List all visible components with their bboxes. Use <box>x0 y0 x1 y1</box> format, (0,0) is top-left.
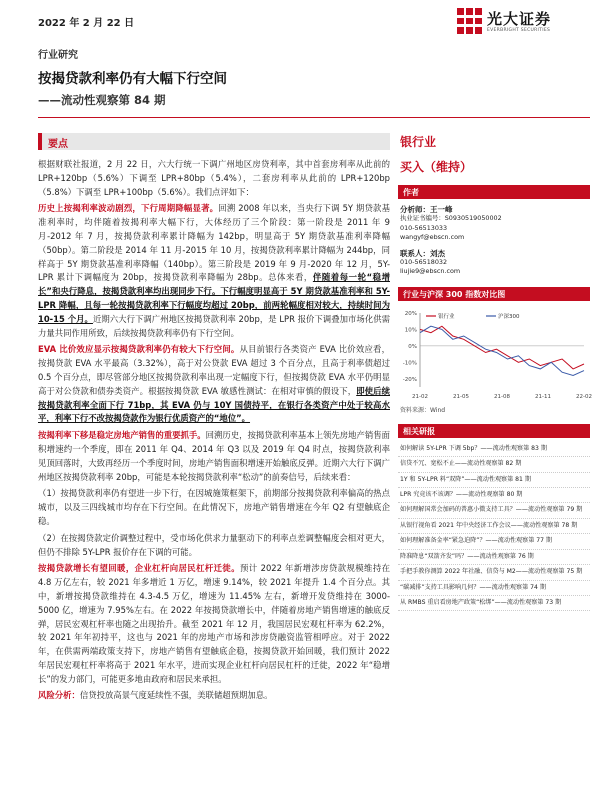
sales-highlight: 按揭利率下移是稳定房地产销售的重要抓手。 <box>38 430 206 441</box>
chart-source: 资料来源：Wind <box>400 406 446 414</box>
logo-text: 光大证券 <box>487 10 552 28</box>
report-category: 行业研究 <box>38 50 78 61</box>
related-report-item[interactable]: 降准降息“双箭齐发”吗？——流动性观察第 76 期 <box>398 550 590 565</box>
chart-svg <box>398 307 590 403</box>
index-comparison-chart <box>398 307 590 403</box>
x-tick-label: 22-02 <box>576 393 592 400</box>
series-line <box>420 326 584 369</box>
analyst-cert: 执业证书编号：S0930519050002 <box>400 214 502 223</box>
header-divider <box>38 117 590 118</box>
y-tick-label: -10% <box>402 360 417 367</box>
related-report-item[interactable]: “碳减排”支持工具影响几何？——流动性观察第 74 期 <box>398 581 590 596</box>
related-report-item[interactable]: 信贷不冗、宽松不止——流动性观察第 82 期 <box>398 457 590 472</box>
risk-highlight: 风险分析： <box>38 690 80 701</box>
related-report-item[interactable]: 如何理解国常会加码的普惠小微支持工具？——流动性观察第 79 期 <box>398 503 590 518</box>
growth-highlight: 按揭贷款增长有望回暖，企业杠杆向居民杠杆迁徙。 <box>38 563 240 574</box>
contact-email[interactable]: liujie9@ebscn.com <box>400 267 461 276</box>
growth-text: 预计 2022 年新增涉房贷款规模维持在 4.8 万亿左右，较 2021 年多增近 1 万亿，增速 9.14%，较 2021 年提升 1.4 个百分点。其中，新增按揭贷款维持在 4.3-4.5 万亿，增速为 11.45% 左右，新增开发贷维持在 3000-5000 亿，增速为 7.95%左右。在 2022 年按揭贷款增长中，伴随着房地产销售增速的触底反弹，居民宏观杠杆率也随之出现抬升。截至 2021 年 12 月，我国居民宏观杠杆率为 62.2%，较 2021 年年初持平，这也与 2021 年的房地产市场和涉房贷融资监管相呼应。对于 2022 年，在供需两端政策支持下，房地产销售有望触底企稳，按揭贷款开始回暖，我们预计 2022 年居民宏观杠杆率将高于 2021 年水平，进而实现企业杠杆向居民杠杆的迁徙，2022 年“稳增长”的发力部门，可能更多地由政府和居民来承担。 <box>38 563 390 684</box>
eva-underline: 即使后续按揭贷款利率全面下行 71bp，其 EVA 仍与 10Y 国债持平，在银行各类资产中处于较高水平，利率下行不改按揭贷款作为银行优质资产的“地位”。 <box>38 385 390 424</box>
history-highlight: 历史上按揭利率波动剧烈，下行周期降幅显著。 <box>38 203 219 214</box>
history-text-end: 近期六大行下调广州地区按揭贷款利率 20bp，是 LPR 报价下调叠加市场化供需力量共同作用所致，后续按揭贷款利率仍有下行空间。 <box>38 313 391 338</box>
related-report-item[interactable]: 1Y 和 5Y-LPR 料“双降”——流动性观察第 81 期 <box>398 473 590 488</box>
page-subtitle: ——流动性观察第 84 期 <box>38 93 166 107</box>
report-date: 2022 年 2 月 22 日 <box>38 18 135 29</box>
analyst-phone: 010-56513033 <box>400 223 448 232</box>
logo-mark-icon <box>455 6 483 36</box>
logo-subtext: EVERBRIGHT SECURITIES <box>487 28 551 33</box>
growth-paragraph <box>38 562 390 686</box>
point-1-paragraph: （1）按揭贷款利率仍有望进一步下行，在因城施策框架下，前期部分按揭贷款利率偏高的热点城市，以及三四线城市均存在下行空间。在此情况下，房地产销售增速在今年 Q2 有望触底企稳。 <box>38 488 390 526</box>
author-heading: 作者 <box>398 185 590 199</box>
sales-paragraph <box>38 429 390 484</box>
related-report-item[interactable]: LPR 究竟该不该调？——流动性观察第 80 期 <box>398 488 590 503</box>
x-tick-label: 21-11 <box>535 393 551 400</box>
eva-highlight: EVA 比价效应显示按揭贷款利率仍有较大下行空间。 <box>38 344 240 355</box>
x-tick-label: 21-02 <box>412 393 428 400</box>
y-tick-label: 10% <box>404 327 417 334</box>
related-report-item[interactable]: 从银行视角看 2021 年中央经济工作会议——流动性观察第 78 期 <box>398 519 590 534</box>
sales-text: 回溯历史，按揭贷款利率基本上领先房地产销售面积增速约一个季度，即在 2011 年 Q4、2014 年 Q3 以及 2019 年 Q4 时点，按揭贷款利率见顶回落时，大致再经历一个季度时间，房地产销售面积增速开始触底反弹。近期六大行下调广州地区按揭贷款利率 20bp，可能是本轮按揭贷款利率“松动”的前奏信号，后续来看： <box>38 430 391 482</box>
y-tick-label: -20% <box>402 376 417 383</box>
history-text: 回溯 2008 年以来，当央行下调 5Y 期贷款基准利率时，均伴随着按揭利率大幅下行，大体经历了三个阶段：第一阶段是 2011 年 9 月-2012 年 7 月，按揭贷款利率累计降幅为 142bp，明显高于 5Y 期贷款基准利率降幅（50bp）。第二阶段是 2014 年 11 月-2015 年 10 月，按揭贷款利率累计降幅为 244bp，同样高于 5Y 期贷款基准利率降幅（140bp）。第三阶段是 2019 年 9 月-2020 年 12 月，5Y-LPR 累计下调幅度为 20bp，按揭贷款利率降幅为 28bp。总体来看， <box>38 203 391 283</box>
contact-phone: 010-56518032 <box>400 258 448 267</box>
risk-text: 信贷投放高景气度延续性不强，美联储超预期加息。 <box>79 690 273 701</box>
page-title: 按揭贷款利率仍有大幅下行空间 <box>38 71 227 87</box>
history-underline: 伴随着每一轮“稳增长”和央行降息，按揭贷款利率均出现同步下行。下行幅度明显高于 5Y 期贷款基准利率和 5Y-LPR 降幅，且每一轮按揭贷款利率下行幅度均超过 20bp，前两轮幅度相对较大，持续时间为 10-15 个月。 <box>38 272 390 324</box>
point-2-paragraph: （2）在按揭贷款定价调整过程中，受市场化供求力量驱动下的利率点差调整幅度会相对更大，但仍不排除 5Y-LPR 报价存在下调的可能。 <box>38 532 390 557</box>
eva-text: 从目前银行各类资产 EVA 比价效应看，按揭贷款 EVA 水平最高（3.32%），高于对公贷款 EVA 超过 3 个百分点，且高于利率债超过 0.5 个百分点，即尽管部分地区按揭贷款利率出现一定幅度下行，但按揭贷款 EVA 水平仍明显高于对公贷款和债券类资产。根据按揭贷款 EVA 敏感性测试：在相对审慎的假设下， <box>38 344 390 396</box>
x-tick-label: 21-08 <box>494 393 510 400</box>
chart-heading: 行业与沪深 300 指数对比图 <box>398 287 590 301</box>
series-line <box>420 326 584 375</box>
contact-name: 联系人：刘杰 <box>400 248 445 258</box>
y-tick-label: 20% <box>404 310 417 317</box>
history-paragraph <box>38 202 390 340</box>
industry-label: 银行业 <box>400 135 437 149</box>
x-tick-label: 21-05 <box>453 393 469 400</box>
main-content <box>38 133 390 703</box>
rating-label: 买入（维持） <box>400 160 473 174</box>
analyst-email[interactable]: wangyf@ebscn.com <box>400 233 465 242</box>
related-reports-heading: 相关研报 <box>398 424 590 438</box>
legend-label: 沪深300 <box>498 313 520 320</box>
analyst-name: 分析师：王一峰 <box>400 205 453 214</box>
section-heading: 要点 <box>38 133 390 150</box>
related-reports-list <box>398 442 590 611</box>
legend-label: 银行业 <box>438 313 455 320</box>
eva-paragraph <box>38 343 390 426</box>
company-logo <box>455 6 590 40</box>
sidebar <box>398 133 590 611</box>
related-report-item[interactable]: 从 RMBS 重启看房地产政策“松绑”——流动性观察第 73 期 <box>398 596 590 611</box>
intro-paragraph: 根据财联社报道，2 月 22 日，六大行统一下调广州地区房贷利率，其中首套房利率从此前的 LPR+120bp（5.6%）下调至 LPR+80bp（5.4%），二套房利率从此前的 LPR+120bp（5.8%）下调至 LPR+100bp（5.6%）。我们点评如下： <box>38 159 390 197</box>
y-tick-label: 0% <box>408 343 417 350</box>
risk-paragraph <box>38 689 390 703</box>
related-report-item[interactable]: 如何理解准备金率“紧急迫降”？——流动性观察第 77 期 <box>398 534 590 549</box>
related-report-item[interactable]: 如何解读 5Y-LPR 下调 5bp？——流动性观察第 83 期 <box>398 442 590 457</box>
related-report-item[interactable]: 手把手教你测算 2022 年社融、信贷与 M2——流动性观察第 75 期 <box>398 565 590 580</box>
